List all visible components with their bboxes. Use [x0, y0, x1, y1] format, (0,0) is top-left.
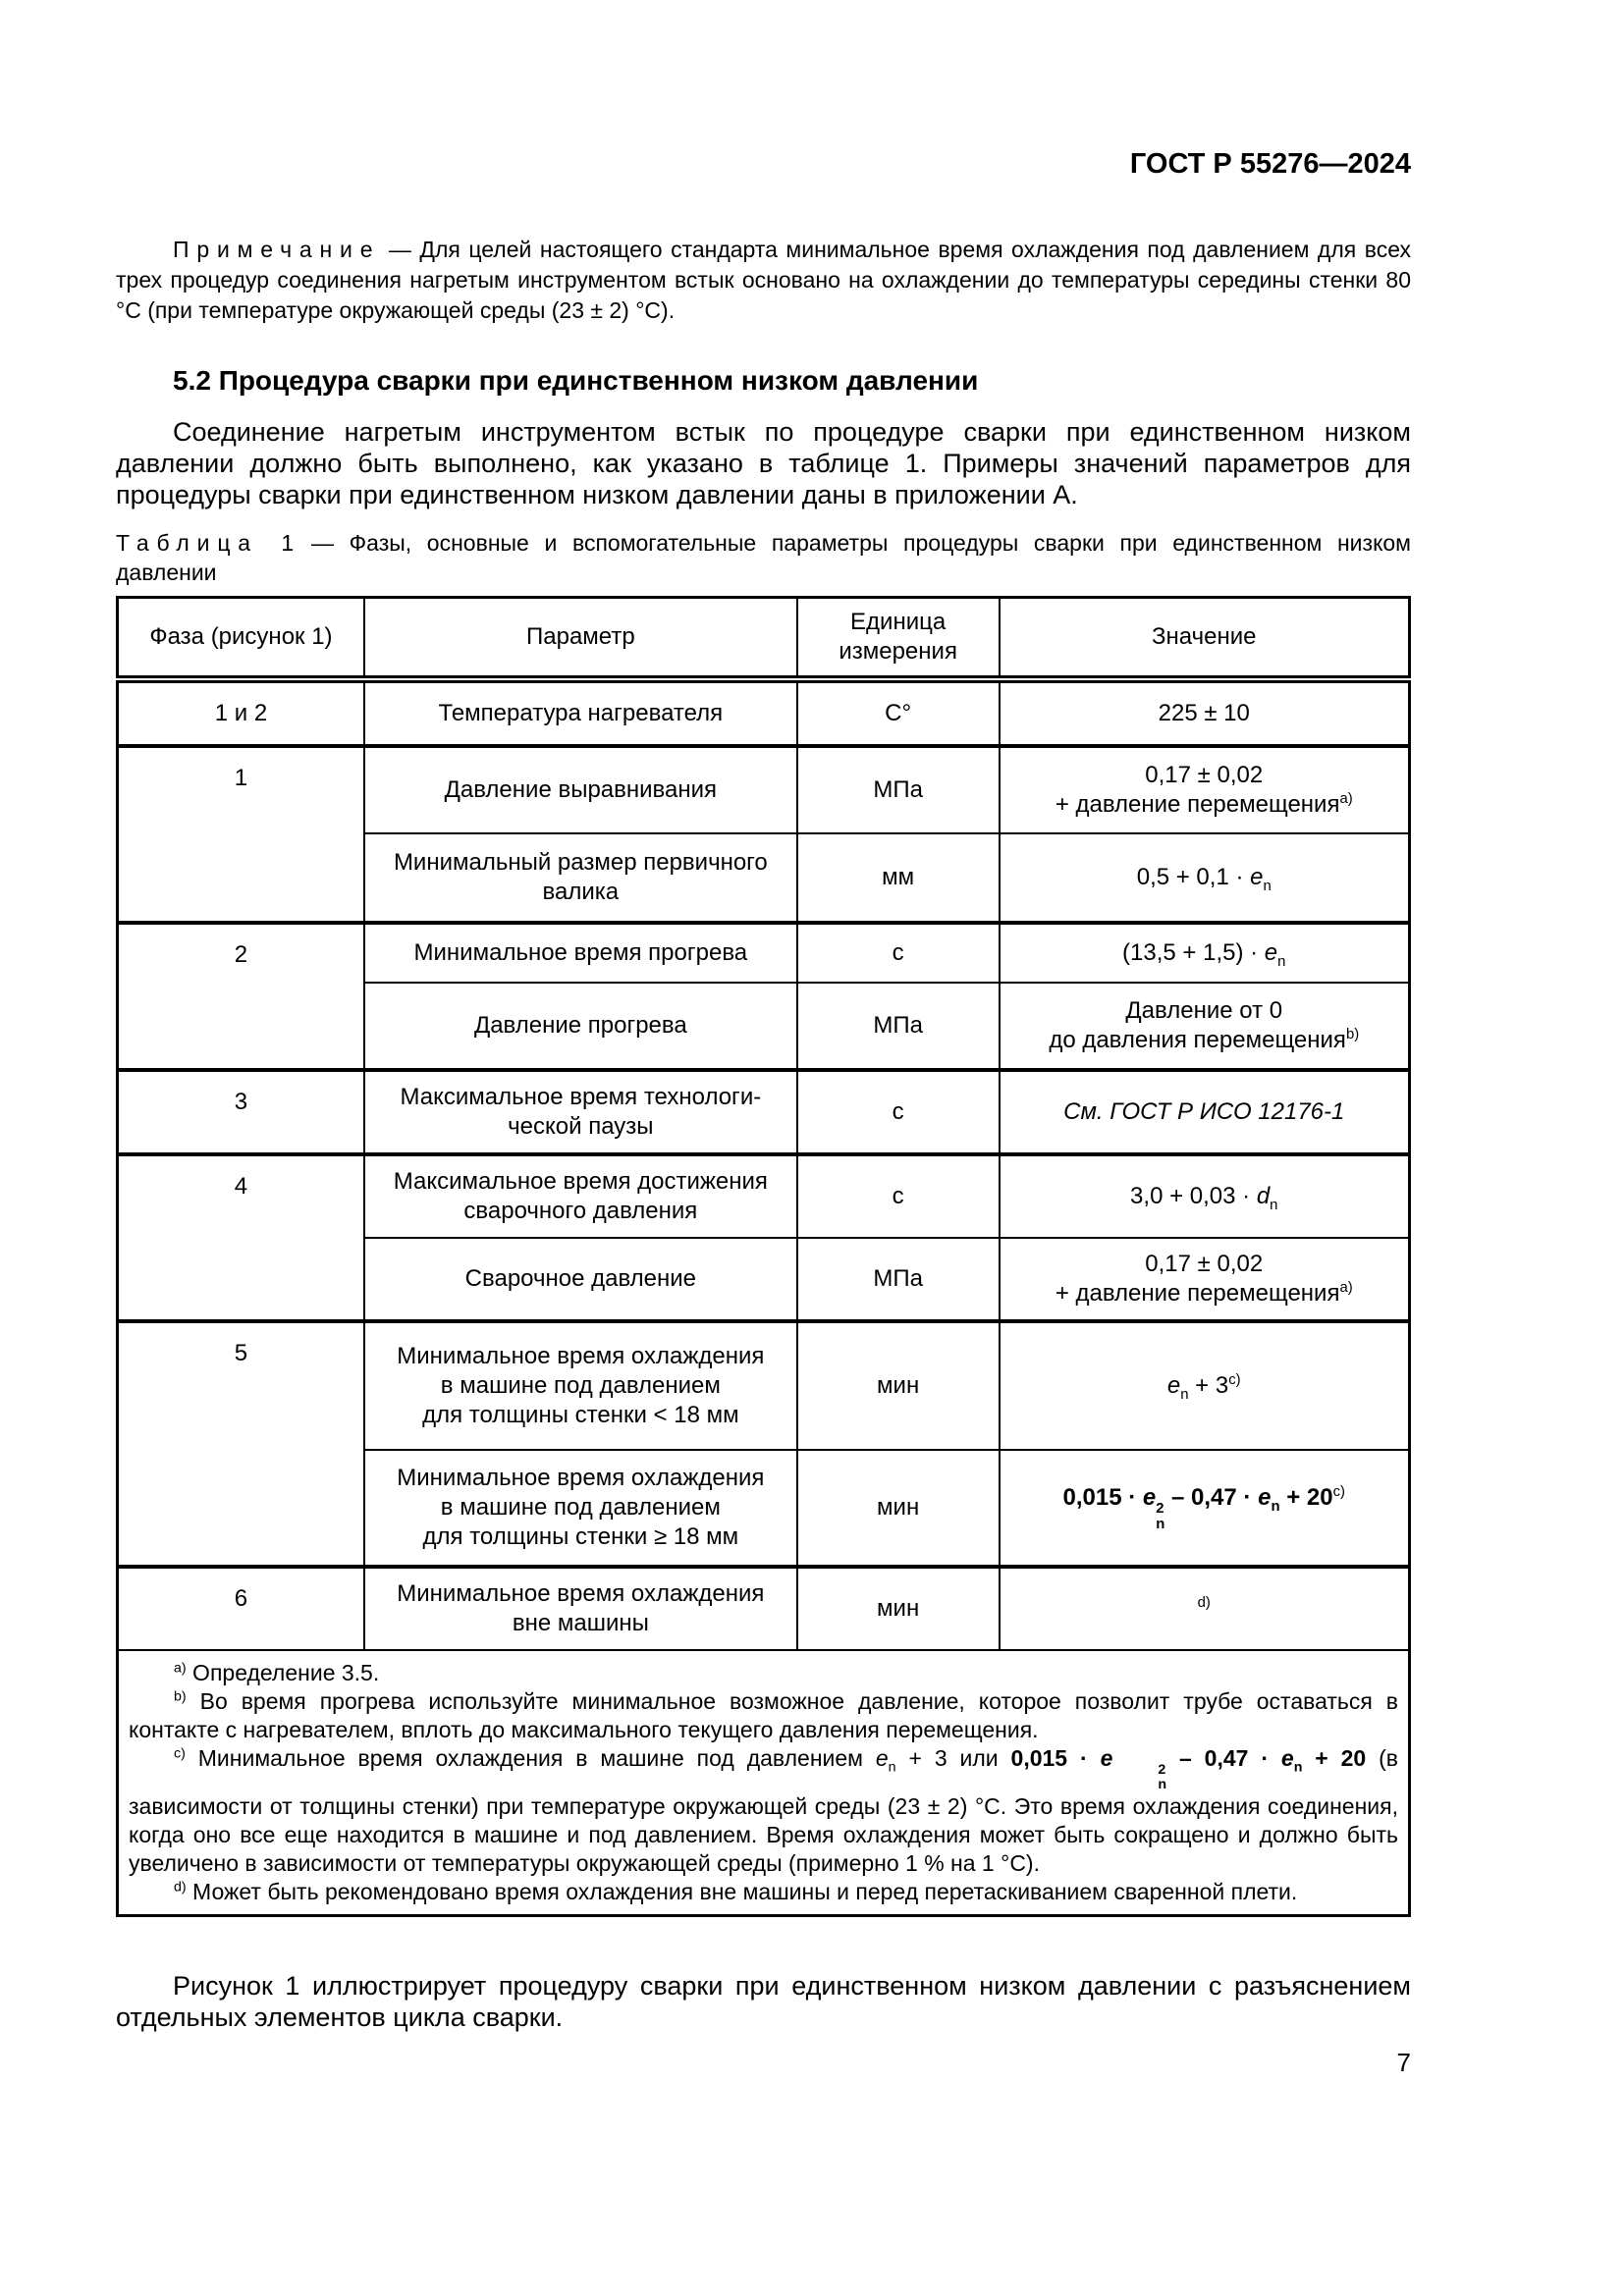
param-cell: Минимальное время охлаждения вне машины — [364, 1567, 797, 1650]
unit-cell: с — [797, 1154, 1000, 1238]
note-label: Примечание — [173, 237, 381, 262]
value-cell: d) — [1000, 1567, 1410, 1650]
value-cell: $3,0 + 0,03 \cdot d_n$ — [1000, 1154, 1410, 1238]
table-footnotes-row — [118, 1650, 1410, 1915]
unit-cell: МПа — [797, 746, 1000, 833]
table-row — [118, 923, 1410, 983]
param-cell: Температура нагревателя — [364, 679, 797, 746]
table-caption — [116, 528, 1411, 587]
table-row — [118, 1070, 1410, 1154]
standard-code: ГОСТ Р 55276—2024 — [1129, 148, 1411, 180]
note-text: — Для целей настоящего стандарта минимальное время охлаждения под давлением для всех трех процедур соединения нагретым инструментом встык основано на охлаждении до температуры середины стенки 80 °С (при температуре окружающей среды (23 ± 2) °С). — [116, 237, 1411, 323]
unit-cell: мм — [797, 833, 1000, 923]
note-paragraph — [116, 235, 1411, 326]
unit-cell: мин — [797, 1567, 1000, 1650]
section-heading: 5.2 Процедура сварки при единственном низком давлении — [173, 365, 979, 396]
value-cell: $(13,5 + 1,5) \cdot e_n$ — [1000, 923, 1410, 983]
unit-cell: МПа — [797, 983, 1000, 1070]
param-cell: Минимальное время охлаждения в машине под давлением для толщины стенки ≥ 18 мм — [364, 1450, 797, 1567]
unit-cell: МПа — [797, 1238, 1000, 1321]
phase-cell: 2 — [118, 923, 364, 1070]
value-cell: 0,015 · e 2 n – $0,47 \cdot e_n + 20^{c)}$ — [1000, 1450, 1410, 1567]
footnote-b: $^{b)}$ Во время прогрева используйте минимальное возможное давление, которое позволит трубе оставаться в контакте с нагревателем, вплоть до максимального текущего давления перемещения. — [129, 1688, 1398, 1742]
col-header-unit: Единица измерения — [797, 598, 1000, 680]
value-cell: 0,17 ± 0,02 + давление перемещения$^{a)}$ — [1000, 1238, 1410, 1321]
table-row — [118, 746, 1410, 833]
col-header-parameter: Параметр — [364, 598, 797, 680]
unit-cell: мин — [797, 1321, 1000, 1450]
param-cell: Максимальное время технологи- ческой паузы — [364, 1070, 797, 1154]
footnote-c: $^{c)}$ Минимальное время охлаждения в машине под давлением $e_n + 3$ или 0,015 · e 2 n – $0,47 \cdot e_n + 20$ (в зависимости от толщины стенки) при температуре окружающей среды (23 ± 2) °С. Это время охлаждения соединения, когда оно все еще находится в машине и под давлением. Время охлаждения может быть сокращено и должно быть увеличено в зависимости от температуры окружающей среды (примерно 1 % на 1 °С). — [129, 1745, 1398, 1876]
table-row — [118, 1567, 1410, 1650]
param-cell: Давление выравнивания — [364, 746, 797, 833]
phase-cell: 6 — [118, 1567, 364, 1650]
param-cell: Давление прогрева — [364, 983, 797, 1070]
page-number: 7 — [1396, 2048, 1411, 2077]
table-caption-label: Таблица 1 — [116, 530, 302, 556]
table-header-row — [118, 598, 1410, 680]
value-cell: Давление от 0 до давления перемещения$^{b)}$ — [1000, 983, 1410, 1070]
table-row — [118, 1154, 1410, 1238]
intro-paragraph: Соединение нагретым инструментом встык по процедуре сварки при единственном низком давлении должно быть выполнено, как указано в таблице 1. Примеры значений параметров для процедуры сварки при единственном низком давлении даны в приложении А. — [116, 417, 1411, 509]
phase-cell: 3 — [118, 1070, 364, 1154]
col-header-value: Значение — [1000, 598, 1410, 680]
param-cell: Максимальное время достижения сварочного давления — [364, 1154, 797, 1238]
unit-cell: мин — [797, 1450, 1000, 1567]
col-header-phase: Фаза (рисунок 1) — [118, 598, 364, 680]
param-cell: Сварочное давление — [364, 1238, 797, 1321]
phase-cell: 1 и 2 — [118, 679, 364, 746]
footnote-d: $^{d)}$ Может быть рекомендовано время охлаждения вне машины и перед перетаскиванием сваренной плети. — [174, 1878, 1298, 1904]
table-row — [118, 679, 1410, 746]
phase-cell: 4 — [118, 1154, 364, 1321]
value-cell: $e_n + 3^{c)}$ — [1000, 1321, 1410, 1450]
phase-cell: 5 — [118, 1321, 364, 1567]
phase-cell: 1 — [118, 746, 364, 923]
param-cell: Минимальный размер первичного валика — [364, 833, 797, 923]
unit-cell: С° — [797, 679, 1000, 746]
table-footnotes — [118, 1650, 1410, 1915]
closing-paragraph: Рисунок 1 иллюстрирует процедуру сварки при единственном низком давлении с разъяснением отдельных элементов цикла сварки. — [116, 1970, 1411, 2032]
value-cell: $0,5 + 0,1 \cdot e_n$ — [1000, 833, 1410, 923]
param-cell: Минимальное время охлаждения в машине под давлением для толщины стенки < 18 мм — [364, 1321, 797, 1450]
table-caption-text: — Фазы, основные и вспомогательные параметры процедуры сварки при единственном низком давлении — [116, 530, 1411, 585]
value-cell: См. ГОСТ Р ИСО 12176-1 — [1000, 1070, 1410, 1154]
unit-cell: с — [797, 923, 1000, 983]
parameters-table — [116, 596, 1411, 1917]
footnote-a: $^{a)}$ Определение 3.5. — [174, 1660, 380, 1685]
value-cell: 0,17 ± 0,02 + давление перемещения$^{a)}$ — [1000, 746, 1410, 833]
param-cell: Минимальное время прогрева — [364, 923, 797, 983]
unit-cell: с — [797, 1070, 1000, 1154]
table-row — [118, 1321, 1410, 1450]
value-cell: 225 ± 10 — [1000, 679, 1410, 746]
